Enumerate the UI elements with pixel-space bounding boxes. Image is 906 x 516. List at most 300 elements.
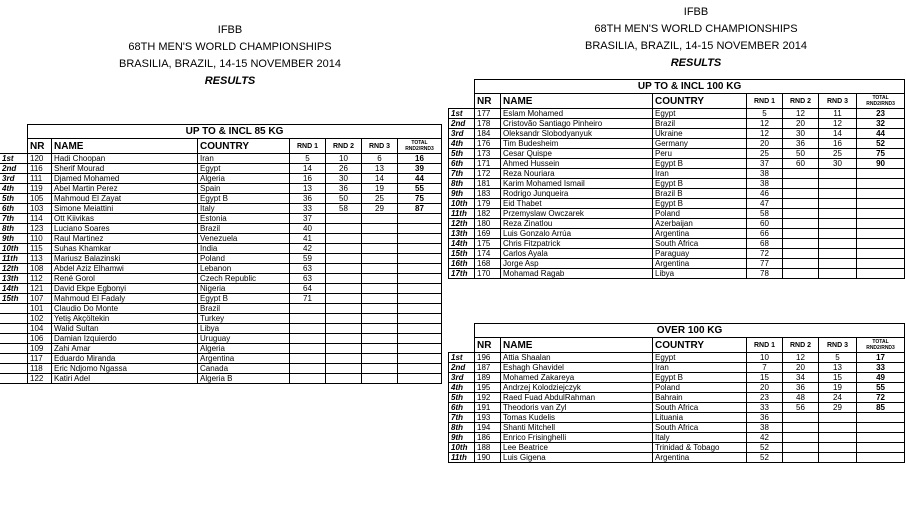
rnd3-score — [819, 423, 857, 433]
total-score: 33 — [857, 363, 905, 373]
rnd1-score: 52 — [747, 453, 783, 463]
total-score — [398, 264, 442, 274]
total-score — [398, 324, 442, 334]
number: 191 — [475, 403, 501, 413]
table-row — [0, 364, 442, 374]
results-label: RESULTS — [670, 57, 722, 69]
category-title: UP TO & INCL 100 KG — [475, 80, 905, 94]
athlete-name: Luis Gigena — [501, 453, 653, 463]
country: Brazil — [198, 304, 290, 314]
rnd1-score: 5 — [747, 109, 783, 119]
total-score — [857, 179, 905, 189]
table-row — [449, 229, 905, 239]
rnd1-score: 5 — [290, 154, 326, 164]
total-score — [857, 259, 905, 269]
number: 116 — [28, 164, 52, 174]
number: 196 — [475, 353, 501, 363]
table-row — [449, 353, 905, 363]
number: 109 — [28, 344, 52, 354]
total-score — [398, 274, 442, 284]
rnd2-score — [783, 413, 819, 423]
column-header-nr: NR — [475, 94, 501, 109]
total-score: 55 — [398, 184, 442, 194]
table-row — [0, 194, 442, 204]
rnd2-score: 30 — [326, 174, 362, 184]
country: Iran — [653, 169, 747, 179]
place: 5th — [449, 393, 475, 403]
total-score — [857, 219, 905, 229]
country: Iran — [653, 363, 747, 373]
rnd1-score: 33 — [747, 403, 783, 413]
rnd3-score — [362, 264, 398, 274]
country: Venezuela — [198, 234, 290, 244]
rnd2-score — [326, 334, 362, 344]
table-row — [0, 304, 442, 314]
rnd3-score: 24 — [819, 393, 857, 403]
column-header-nr: NR — [28, 139, 52, 154]
total-score — [398, 234, 442, 244]
total-score — [857, 189, 905, 199]
table-row — [0, 344, 442, 354]
rnd1-score: 37 — [290, 214, 326, 224]
place: 11th — [449, 453, 475, 463]
place: 5th — [449, 149, 475, 159]
total-score: 44 — [857, 129, 905, 139]
number: 178 — [475, 119, 501, 129]
org-name: IFBB — [683, 6, 709, 18]
rnd3-score: 30 — [819, 159, 857, 169]
country: Czech Republic — [198, 274, 290, 284]
athlete-name: Eslam Mohamed — [501, 109, 653, 119]
rnd2-score: 34 — [783, 373, 819, 383]
athlete-name: Mahmoud El Fadaly — [52, 294, 198, 304]
place: 4th — [449, 383, 475, 393]
country: Egypt B — [198, 294, 290, 304]
place: 7th — [0, 214, 28, 224]
athlete-name: Lee Beatrice — [501, 443, 653, 453]
table-row — [449, 373, 905, 383]
total-score — [398, 354, 442, 364]
rnd2-score — [783, 219, 819, 229]
total-score — [857, 443, 905, 453]
category-title: OVER 100 KG — [475, 324, 905, 338]
rnd2-score — [783, 169, 819, 179]
athlete-name: Attia Shaalan — [501, 353, 653, 363]
rnd2-score — [783, 179, 819, 189]
country: Trinidad & Tobago — [653, 443, 747, 453]
number: 192 — [475, 393, 501, 403]
table-row — [0, 374, 442, 384]
rnd3-score — [362, 324, 398, 334]
rnd1-score: 12 — [747, 119, 783, 129]
number: 179 — [475, 199, 501, 209]
total-score — [398, 254, 442, 264]
table-row — [0, 354, 442, 364]
rnd1-score — [290, 354, 326, 364]
country: Egypt — [653, 353, 747, 363]
country: Algeria — [198, 344, 290, 354]
athlete-name: Theodoris van Zyl — [501, 403, 653, 413]
rnd2-score — [783, 209, 819, 219]
place — [0, 324, 28, 334]
event-location: BRASILIA, BRAZIL, 14-15 NOVEMBER 2014 — [585, 40, 807, 52]
rnd2-score — [326, 324, 362, 334]
place: 9th — [449, 433, 475, 443]
rnd3-score: 16 — [819, 139, 857, 149]
results-label: RESULTS — [204, 75, 256, 87]
rnd2-score — [326, 354, 362, 364]
rnd1-score: 58 — [747, 209, 783, 219]
total-score — [857, 423, 905, 433]
place: 6th — [449, 159, 475, 169]
place — [0, 314, 28, 324]
results-table-85kg — [0, 124, 442, 384]
total-score: 87 — [398, 204, 442, 214]
athlete-name: Hadi Choopan — [52, 154, 198, 164]
rnd3-score — [819, 413, 857, 423]
country: South Africa — [653, 239, 747, 249]
place: 3rd — [449, 129, 475, 139]
event-title: 68TH MEN'S WORLD CHAMPIONSHIPS — [128, 41, 332, 53]
rnd2-score — [326, 284, 362, 294]
number: 186 — [475, 433, 501, 443]
column-header-rnd2: RND 2 — [783, 94, 819, 109]
number: 103 — [28, 204, 52, 214]
place: 6th — [0, 204, 28, 214]
rnd3-score — [362, 284, 398, 294]
rnd1-score — [290, 324, 326, 334]
number: 112 — [28, 274, 52, 284]
rnd1-score — [290, 374, 326, 384]
table-row — [449, 239, 905, 249]
athlete-name: Mariusz Balazinski — [52, 254, 198, 264]
number: 123 — [28, 224, 52, 234]
place: 15th — [449, 249, 475, 259]
table-row — [0, 254, 442, 264]
total-score: 17 — [857, 353, 905, 363]
table-row — [449, 109, 905, 119]
rnd1-score: 60 — [747, 219, 783, 229]
column-header-total: TOTAL RND2/RND3 — [857, 94, 905, 109]
rnd3-score: 13 — [819, 363, 857, 373]
rnd2-score: 20 — [783, 363, 819, 373]
rnd1-score: 47 — [747, 199, 783, 209]
number: 176 — [475, 139, 501, 149]
athlete-name: René Gorol — [52, 274, 198, 284]
rnd1-score: 41 — [290, 234, 326, 244]
rnd2-score: 36 — [783, 383, 819, 393]
country: Argentina — [198, 354, 290, 364]
total-score: 49 — [857, 373, 905, 383]
total-score: 75 — [857, 149, 905, 159]
rnd3-score — [362, 274, 398, 284]
athlete-name: Claudio Do Monte — [52, 304, 198, 314]
column-header-country: COUNTRY — [198, 139, 290, 154]
country: Estonia — [198, 214, 290, 224]
number: 195 — [475, 383, 501, 393]
country: Egypt — [198, 164, 290, 174]
place: 14th — [0, 284, 28, 294]
rnd3-score — [362, 214, 398, 224]
rnd3-score — [362, 244, 398, 254]
place: 12th — [449, 219, 475, 229]
place: 3rd — [449, 373, 475, 383]
rnd3-score — [362, 354, 398, 364]
athlete-name: Tim Budesheim — [501, 139, 653, 149]
total-score — [857, 433, 905, 443]
rnd2-score — [326, 374, 362, 384]
number: 104 — [28, 324, 52, 334]
rnd1-score: 16 — [290, 174, 326, 184]
rnd1-score: 20 — [747, 383, 783, 393]
country: Algeria — [198, 174, 290, 184]
place — [0, 364, 28, 374]
athlete-name: Andrzej Kolodziejczyk — [501, 383, 653, 393]
number: 177 — [475, 109, 501, 119]
athlete-name: Reza Nouriara — [501, 169, 653, 179]
table-row — [449, 249, 905, 259]
place: 15th — [0, 294, 28, 304]
rnd2-score — [326, 234, 362, 244]
athlete-name: Rodrigo Junqueira — [501, 189, 653, 199]
place: 9th — [449, 189, 475, 199]
athlete-name: Enrico Frisinghelli — [501, 433, 653, 443]
country: Italy — [198, 204, 290, 214]
number: 102 — [28, 314, 52, 324]
rnd3-score — [819, 229, 857, 239]
place: 11th — [449, 209, 475, 219]
country: South Africa — [653, 423, 747, 433]
column-header-country: COUNTRY — [653, 94, 747, 109]
athlete-name: Przemyslaw Owczarek — [501, 209, 653, 219]
place: 6th — [449, 403, 475, 413]
org-name: IFBB — [217, 24, 243, 36]
country: Egypt B — [653, 179, 747, 189]
country: Ukraine — [653, 129, 747, 139]
results-table-100kg — [448, 79, 905, 279]
total-score — [398, 294, 442, 304]
number: 117 — [28, 354, 52, 364]
athlete-name: Damian Izquierdo — [52, 334, 198, 344]
rnd3-score — [819, 249, 857, 259]
place: 8th — [449, 179, 475, 189]
country: Brazil B — [653, 189, 747, 199]
table-row — [0, 274, 442, 284]
rnd3-score — [362, 234, 398, 244]
total-score — [398, 334, 442, 344]
athlete-name: Zahi Amar — [52, 344, 198, 354]
athlete-name: Eric Ndjomo Ngassa — [52, 364, 198, 374]
country: Argentina — [653, 259, 747, 269]
place: 8th — [0, 224, 28, 234]
rnd2-score — [326, 364, 362, 374]
rnd3-score: 29 — [362, 204, 398, 214]
rnd1-score: 33 — [290, 204, 326, 214]
place: 7th — [449, 413, 475, 423]
rnd3-score — [362, 374, 398, 384]
rnd1-score: 10 — [747, 353, 783, 363]
place — [0, 354, 28, 364]
number: 193 — [475, 413, 501, 423]
athlete-name: Eduardo Miranda — [52, 354, 198, 364]
rnd3-score: 19 — [362, 184, 398, 194]
total-score: 52 — [857, 139, 905, 149]
table-row — [449, 119, 905, 129]
country: Peru — [653, 149, 747, 159]
number: 108 — [28, 264, 52, 274]
rnd3-score: 29 — [819, 403, 857, 413]
place: 13th — [0, 274, 28, 284]
place: 3rd — [0, 174, 28, 184]
rnd2-score — [783, 453, 819, 463]
athlete-name: Yetiş Akçöltekin — [52, 314, 198, 324]
total-score — [857, 269, 905, 279]
table-row — [0, 314, 442, 324]
table-row — [449, 393, 905, 403]
place: 13th — [449, 229, 475, 239]
rnd1-score: 72 — [747, 249, 783, 259]
rnd2-score — [783, 249, 819, 259]
table-row — [0, 174, 442, 184]
column-header-rnd2: RND 2 — [326, 139, 362, 154]
rnd2-score: 60 — [783, 159, 819, 169]
number: 194 — [475, 423, 501, 433]
athlete-name: Ott Kiivikas — [52, 214, 198, 224]
right-header — [556, 4, 836, 72]
country: Brazil — [653, 119, 747, 129]
table-row — [0, 184, 442, 194]
country: India — [198, 244, 290, 254]
number: 188 — [475, 443, 501, 453]
rnd1-score — [290, 304, 326, 314]
country: South Africa — [653, 403, 747, 413]
total-score — [857, 229, 905, 239]
rnd1-score: 7 — [747, 363, 783, 373]
place: 9th — [0, 234, 28, 244]
athlete-name: Oleksandr Slobodyanyuk — [501, 129, 653, 139]
rnd2-score — [326, 274, 362, 284]
rnd2-score — [783, 259, 819, 269]
rnd3-score — [819, 443, 857, 453]
number: 174 — [475, 249, 501, 259]
total-score: 44 — [398, 174, 442, 184]
athlete-name: Abel Martin Perez — [52, 184, 198, 194]
rnd3-score: 6 — [362, 154, 398, 164]
rnd3-score: 14 — [362, 174, 398, 184]
number: 170 — [475, 269, 501, 279]
rnd3-score — [819, 453, 857, 463]
rnd1-score: 36 — [747, 413, 783, 423]
athlete-name: Raed Fuad AbdulRahman — [501, 393, 653, 403]
table-row — [449, 403, 905, 413]
table-row — [449, 139, 905, 149]
rnd2-score — [326, 294, 362, 304]
rnd2-score — [783, 433, 819, 443]
rnd3-score: 25 — [819, 149, 857, 159]
number: 115 — [28, 244, 52, 254]
number: 121 — [28, 284, 52, 294]
number: 118 — [28, 364, 52, 374]
place — [0, 374, 28, 384]
rnd1-score — [290, 334, 326, 344]
athlete-name: David Ekpe Egbonyi — [52, 284, 198, 294]
athlete-name: Carlos Ayala — [501, 249, 653, 259]
total-score: 55 — [857, 383, 905, 393]
total-score — [398, 244, 442, 254]
table-row — [0, 224, 442, 234]
table-row — [449, 453, 905, 463]
rnd1-score: 46 — [747, 189, 783, 199]
place: 4th — [0, 184, 28, 194]
number: 180 — [475, 219, 501, 229]
total-score: 39 — [398, 164, 442, 174]
table-row — [0, 264, 442, 274]
rnd3-score — [362, 334, 398, 344]
rnd2-score — [326, 214, 362, 224]
place: 11th — [0, 254, 28, 264]
country: Egypt B — [653, 199, 747, 209]
athlete-name: Mahmoud El Zayat — [52, 194, 198, 204]
rnd2-score — [783, 189, 819, 199]
total-score: 32 — [857, 119, 905, 129]
table-row — [0, 284, 442, 294]
number: 107 — [28, 294, 52, 304]
rnd3-score: 5 — [819, 353, 857, 363]
rnd1-score: 59 — [290, 254, 326, 264]
table-row — [449, 189, 905, 199]
rnd1-score: 15 — [747, 373, 783, 383]
place: 1st — [0, 154, 28, 164]
rnd3-score: 13 — [362, 164, 398, 174]
rnd1-score: 68 — [747, 239, 783, 249]
table-row — [0, 294, 442, 304]
total-score: 16 — [398, 154, 442, 164]
rnd2-score: 48 — [783, 393, 819, 403]
number: 101 — [28, 304, 52, 314]
rnd3-score — [819, 209, 857, 219]
total-score — [398, 284, 442, 294]
place: 2nd — [449, 363, 475, 373]
total-score — [398, 374, 442, 384]
place: 14th — [449, 239, 475, 249]
rnd1-score: 13 — [290, 184, 326, 194]
rnd2-score: 50 — [326, 194, 362, 204]
number: 110 — [28, 234, 52, 244]
rnd2-score: 50 — [783, 149, 819, 159]
rnd3-score — [819, 219, 857, 229]
rnd2-score: 30 — [783, 129, 819, 139]
country: Uruguay — [198, 334, 290, 344]
rnd1-score: 77 — [747, 259, 783, 269]
athlete-name: Jorge Asp — [501, 259, 653, 269]
table-row — [449, 149, 905, 159]
number: 120 — [28, 154, 52, 164]
column-header-rnd1: RND 1 — [747, 338, 783, 353]
total-score — [857, 169, 905, 179]
rnd3-score — [819, 259, 857, 269]
rnd1-score: 20 — [747, 139, 783, 149]
table-row — [449, 129, 905, 139]
country: Iran — [198, 154, 290, 164]
rnd1-score: 38 — [747, 169, 783, 179]
country: Egypt B — [653, 159, 747, 169]
rnd2-score: 36 — [783, 139, 819, 149]
rnd1-score: 25 — [747, 149, 783, 159]
athlete-name: Cesar Quispe — [501, 149, 653, 159]
rnd1-score: 64 — [290, 284, 326, 294]
athlete-name: Luis Gonzalo Arrúa — [501, 229, 653, 239]
event-title: 68TH MEN'S WORLD CHAMPIONSHIPS — [594, 23, 798, 35]
